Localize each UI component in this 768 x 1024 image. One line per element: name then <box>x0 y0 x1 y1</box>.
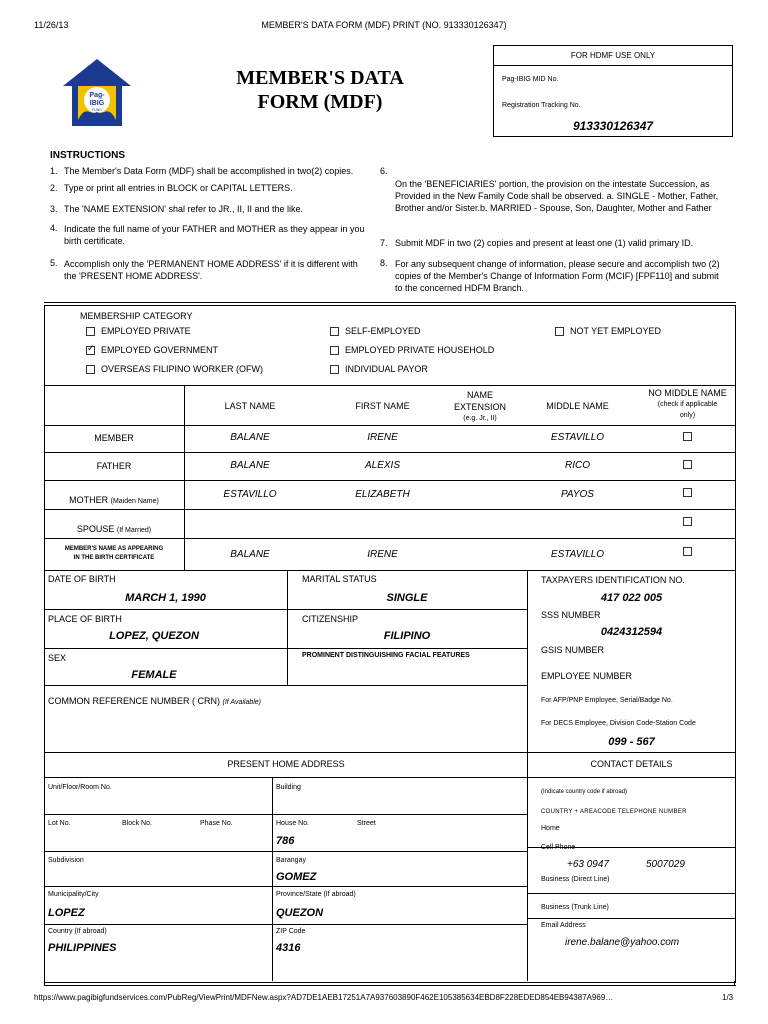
birthcert-last: BALANE <box>230 549 270 560</box>
no-middle-checkbox[interactable] <box>683 460 692 469</box>
print-title: MEMBER'S DATA FORM (MDF) PRINT (NO. 913330126347) <box>261 20 507 30</box>
sex-value: FEMALE <box>131 669 177 681</box>
member-first: IRENE <box>367 432 398 443</box>
opt-ofw[interactable]: OVERSEAS FILIPINO WORKER (OFW) <box>86 364 263 374</box>
checkbox[interactable] <box>330 365 339 374</box>
footer-url[interactable]: https://www.pagibigfundservices.com/PubReg/ViewPrint/MDFNew.aspx?AD7DE1AEB17251A7A937603890F462E105385634EBD8F228EDED854EB94387A969… <box>34 993 614 1002</box>
instruction-2: Type or print all entries in BLOCK or CAPITAL LETTERS. <box>64 183 293 193</box>
sss-label: SSS NUMBER <box>541 610 601 620</box>
mother-first: ELIZABETH <box>355 489 410 500</box>
no-middle-checkbox[interactable] <box>683 488 692 497</box>
mother-last: ESTAVILLO <box>223 489 277 500</box>
citizenship-value: FILIPINO <box>383 630 431 642</box>
sss-value: 0424312594 <box>600 626 663 638</box>
dob-label: DATE OF BIRTH <box>48 574 116 584</box>
checkbox[interactable] <box>555 327 564 336</box>
block-label: Block No. <box>122 820 152 827</box>
father-middle: RICO <box>565 460 590 471</box>
crn-label: COMMON REFERENCE NUMBER ( CRN) (If Available) <box>48 696 262 706</box>
checkbox[interactable] <box>330 327 339 336</box>
cell-number: 5007029 <box>646 859 685 870</box>
business-trunk-label: Business (Trunk Line) <box>541 904 609 911</box>
house-label: House No. <box>276 820 310 827</box>
building-label: Building <box>276 784 301 791</box>
deped-value: 099 - 567 <box>608 736 655 748</box>
row-birth-cert-label: MEMBER'S NAME AS APPEARING IN THE BIRTH CERTIFICATE <box>64 546 164 561</box>
features-label: PROMINENT DISTINGUISHING FACIAL FEATURES <box>302 652 470 659</box>
row-spouse-label: SPOUSE (If Married) <box>76 524 152 534</box>
logo-text-2: IBIG <box>89 100 105 107</box>
street-label: Street <box>357 820 376 827</box>
mother-middle: PAYOS <box>561 489 594 500</box>
marital-value: SINGLE <box>386 592 428 604</box>
no-middle-checkbox[interactable] <box>683 547 692 556</box>
zip-value: 4316 <box>276 942 301 954</box>
logo-text-1: Pag- <box>89 92 105 99</box>
instruction-8: For any subsequent change of information, please secure and accomplish two (2) copies of the Member's Change of Information Form (MCIF) [FPF110] and submit to the concerned HDFM Branch. <box>395 259 720 293</box>
barangay-label: Barangay <box>276 857 306 864</box>
business-direct-label: Business (Direct Line) <box>541 876 610 883</box>
mid-label: Pag-IBIG MID No. <box>502 76 559 83</box>
instructions-heading: INSTRUCTIONS <box>50 150 125 161</box>
father-last: BALANE <box>230 460 270 471</box>
member-middle: ESTAVILLO <box>550 432 605 443</box>
rtn-value: 913330126347 <box>572 119 654 133</box>
barangay-value: GOMEZ <box>276 871 317 883</box>
hdr-first-name: FIRST NAME <box>355 401 410 411</box>
country-label: Country (If abroad) <box>48 928 107 935</box>
opt-not-yet-employed[interactable]: NOT YET EMPLOYED <box>555 326 661 336</box>
dob-value: MARCH 1, 1990 <box>125 592 206 604</box>
phase-label: Phase No. <box>200 820 233 827</box>
home-label: Home <box>541 825 560 832</box>
checkbox[interactable] <box>86 327 95 336</box>
opt-employed-private[interactable]: EMPLOYED PRIVATE <box>86 326 191 336</box>
row-member-label: MEMBER <box>94 433 134 443</box>
instruction-1: The Member's Data Form (MDF) shall be accomplished in two(2) copies. <box>64 166 354 176</box>
opt-individual-payor[interactable]: INDIVIDUAL PAYOR <box>330 364 428 374</box>
rtn-label: Registration Tracking No. <box>502 102 581 109</box>
citizenship-label: CITIZENSHIP <box>302 614 359 624</box>
marital-label: MARITAL STATUS <box>302 574 377 584</box>
cell-country-code: +63 0947 <box>567 859 609 870</box>
lot-label: Lot No. <box>48 820 71 827</box>
municipality-label: Municipality/City <box>48 891 99 898</box>
checkbox[interactable] <box>330 346 339 355</box>
contact-note: (Indicate country code if abroad) <box>541 789 628 795</box>
unit-label: Unit/Floor/Room No. <box>48 784 112 791</box>
father-first: ALEXIS <box>364 460 401 471</box>
employee-number-label: EMPLOYEE NUMBER <box>541 671 633 681</box>
row-father-label: FATHER <box>96 461 132 471</box>
opt-self-employed[interactable]: SELF-EMPLOYED <box>330 326 421 336</box>
contact-heading: CONTACT DETAILS <box>590 759 673 769</box>
subdivision-label: Subdivision <box>48 857 84 864</box>
print-date: 11/26/13 <box>34 20 69 30</box>
tin-value: 417 022 005 <box>600 592 663 604</box>
pob-value: LOPEZ, QUEZON <box>109 630 199 642</box>
email-label: Email Address <box>541 922 586 929</box>
logo-text-3: FUND <box>92 108 102 112</box>
no-middle-checkbox[interactable] <box>683 517 692 526</box>
hdr-last-name: LAST NAME <box>224 401 276 411</box>
pagibig-logo <box>60 56 134 130</box>
checkbox[interactable] <box>86 365 95 374</box>
hdmf-box <box>493 45 733 137</box>
address-heading: PRESENT HOME ADDRESS <box>227 759 345 769</box>
membership-label: MEMBERSHIP CATEGORY <box>80 311 193 321</box>
cell-label: Cell Phone <box>541 844 576 851</box>
row-mother-label: MOTHER (Maiden Name) <box>69 495 159 505</box>
province-value: QUEZON <box>276 907 324 919</box>
hdr-no-middle-name: NO MIDDLE NAME (check if applicable only) <box>648 388 727 419</box>
birthcert-middle: ESTAVILLO <box>550 549 605 560</box>
form-title: MEMBER'S DATA FORM (MDF) <box>236 67 404 113</box>
no-middle-checkbox[interactable] <box>683 432 692 441</box>
afp-label: For AFP/PNP Employee, Serial/Badge No. <box>541 697 673 704</box>
member-last: BALANE <box>230 432 270 443</box>
hdmf-heading: FOR HDMF USE ONLY <box>494 46 732 66</box>
page-number: 1/3 <box>722 993 734 1002</box>
email-value: irene.balane@yahoo.com <box>565 937 680 948</box>
pob-label: PLACE OF BIRTH <box>48 614 122 624</box>
birthcert-first: IRENE <box>367 549 398 560</box>
zip-label: ZIP Code <box>276 928 306 935</box>
opt-employed-government[interactable]: ✓EMPLOYED GOVERNMENT <box>86 345 218 355</box>
instruction-4: Indicate the full name of your FATHER and MOTHER as they appear in you birth certificate. <box>64 224 365 246</box>
checkbox-checked[interactable] <box>86 346 95 355</box>
municipality-value: LOPEZ <box>48 907 85 919</box>
contact-format: COUNTRY + AREACODE TELEPHONE NUMBER <box>541 809 687 815</box>
country-value: PHILIPPINES <box>48 942 117 954</box>
sex-label: SEX <box>48 653 67 663</box>
instruction-5: Accomplish only the 'PERMANENT HOME ADDRESS' if it is different with the 'PRESENT HOME ADDRESS'. <box>64 259 358 281</box>
instruction-7: Submit MDF in two (2) copies and present at least one (1) valid primary ID. <box>395 238 694 248</box>
tin-label: TAXPAYERS IDENTIFICATION NO. <box>541 575 685 585</box>
deped-label: For DECS Employee, Division Code-Station Code <box>541 720 696 727</box>
house-value: 786 <box>276 835 295 847</box>
province-label: Province/State (If abroad) <box>276 891 356 898</box>
instruction-3: The 'NAME EXTENSION' shal refer to JR., II, II and the like. <box>64 204 304 214</box>
gsis-label: GSIS NUMBER <box>541 645 605 655</box>
hdr-name-extension: NAME EXTENSION (e.g. Jr., II) <box>453 390 506 422</box>
opt-employed-private-household[interactable]: EMPLOYED PRIVATE HOUSEHOLD <box>330 345 494 355</box>
instruction-6: On the 'BENEFICIARIES' portion, the provision on the intestate Succession, as Provided in the New Family Code shall be observed. a. SINGLE - Mother, Father, Brother and/or Sister.b. MARRIED - Spouse, Son, Daughter, Mother and Father <box>395 179 719 213</box>
hdr-middle-name: MIDDLE NAME <box>546 401 609 411</box>
